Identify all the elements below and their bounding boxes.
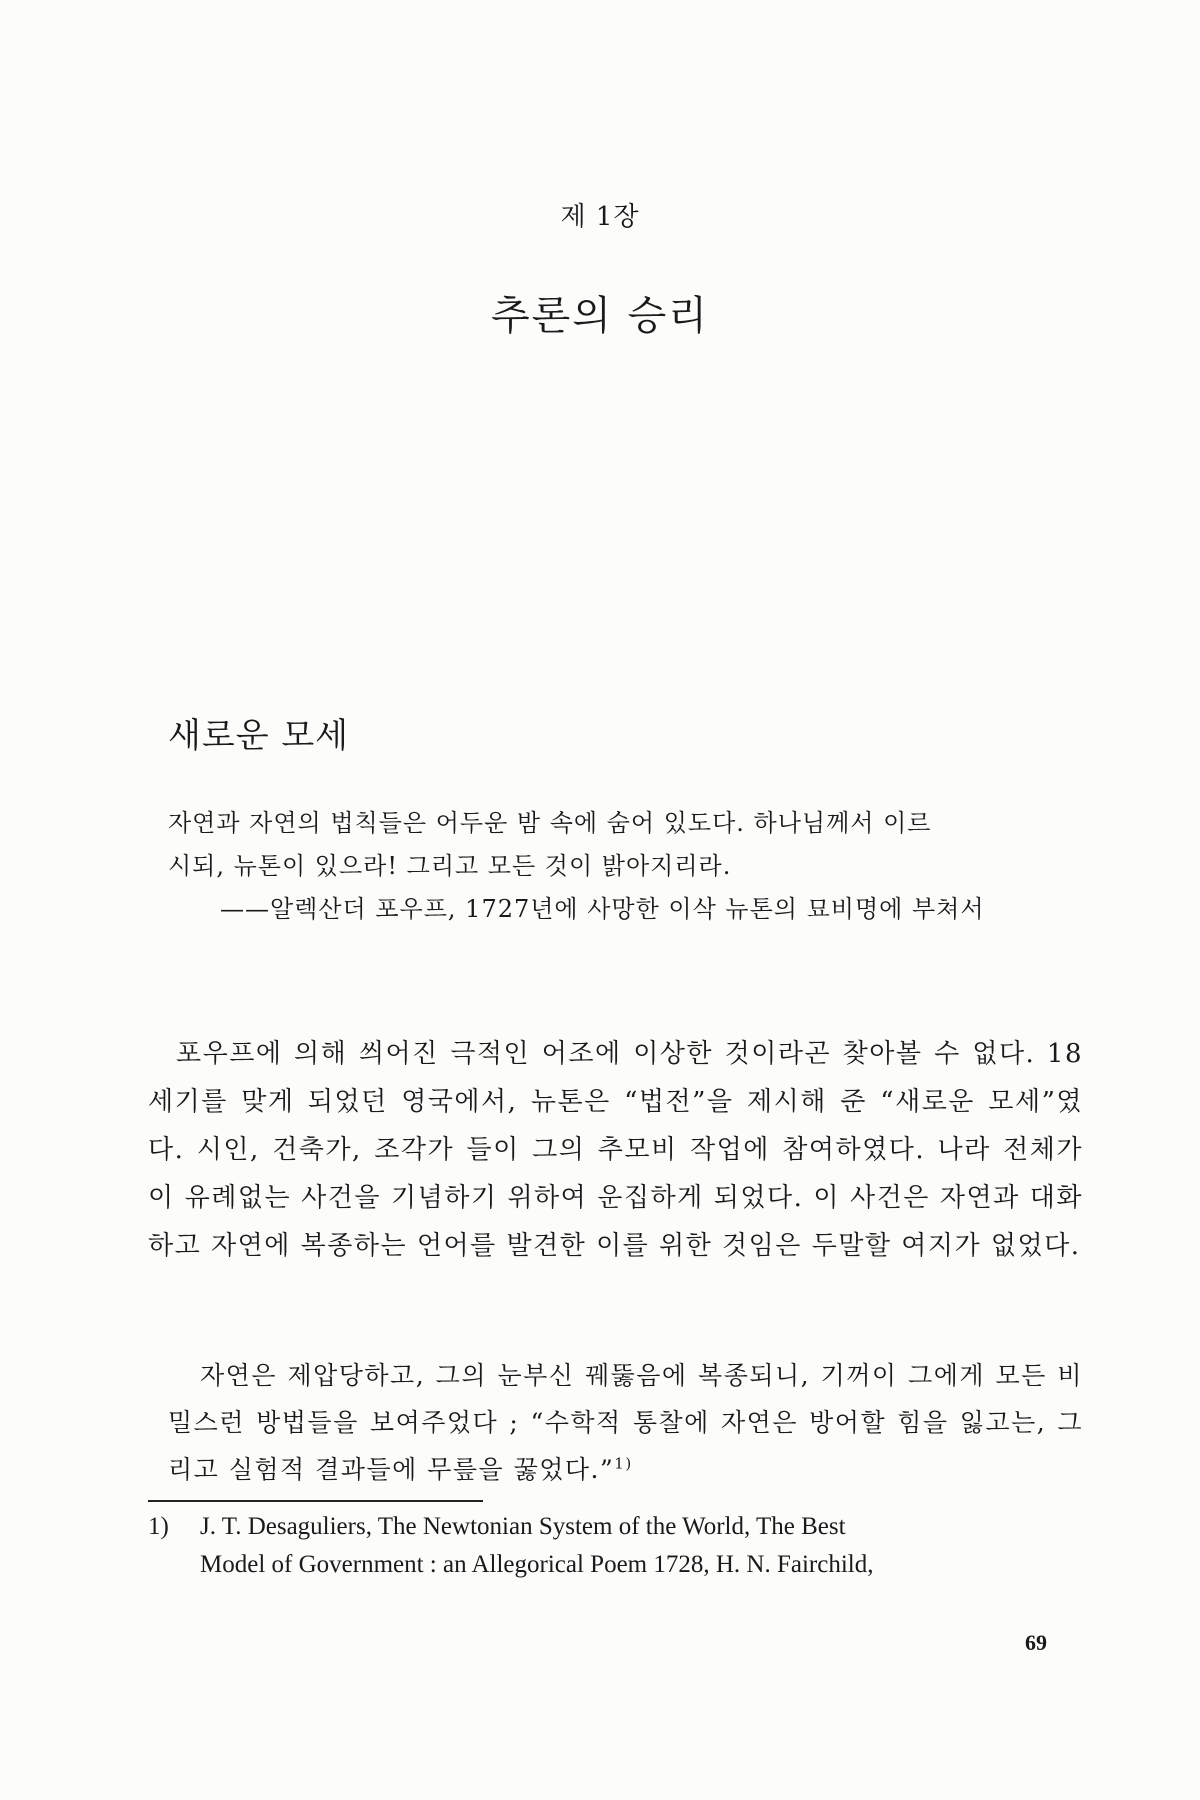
epigraph-line-1: 자연과 자연의 법칙들은 어두운 밤 속에 숨어 있도다. 하나님께서 이르: [168, 809, 932, 837]
block-quote-text: 자연은 제압당하고, 그의 눈부신 꿰뚫음에 복종되니, 기꺼이 그에게 모든 비밀스런 방법들을 보여주었다 ; “수학적 통찰에 자연은 방어할 힘을 잃고는, 그리고 실험적 결과들에 무릎을 꿇었다.”: [168, 1361, 1083, 1484]
epigraph-line-2: 시되, 뉴톤이 있으라! 그리고 모든 것이 밝아지리라.: [168, 852, 732, 880]
epigraph: [168, 802, 1083, 931]
footnote-line-1: J. T. Desaguliers, The Newtonian System of the World, The Best: [200, 1513, 846, 1540]
epigraph-attribution: ——알렉산더 포우프, 1727년에 사망한 이삭 뉴톤의 묘비명에 부쳐서: [220, 895, 985, 923]
chapter-title: 추론의 승리: [491, 293, 709, 339]
footnote-reference[interactable]: 1): [614, 1454, 633, 1473]
footnote-line-2: Model of Government : an Allegorical Poem 1728, H. N. Fairchild,: [200, 1551, 874, 1578]
footnote-number: 1): [148, 1513, 169, 1540]
footnote: [148, 1508, 1083, 1584]
section-title: 새로운 모세: [168, 716, 350, 756]
chapter-label: 제 1장: [560, 202, 640, 232]
footnote-divider: [148, 1500, 483, 1502]
page-number: 69: [1025, 1630, 1047, 1655]
body-paragraph-1: 포우프에 의해 씌어진 극적인 어조에 이상한 것이라곤 찾아볼 수 없다. 18세기를 맞게 되었던 영국에서, 뉴톤은 “법전”을 제시해 준 “새로운 모세”였다. 시인, 건축가, 조각가 들이 그의 추모비 작업에 참여하였다. 나라 전체가 이 유례없는 사건을 기념하기 위하여 운집하게 되었다. 이 사건은 자연과 대화하고 자연에 복종하는 언어를 발견한 이를 위한 것임은 두말할 여지가 없었다.: [148, 1039, 1083, 1261]
block-quote: [168, 1352, 1083, 1493]
